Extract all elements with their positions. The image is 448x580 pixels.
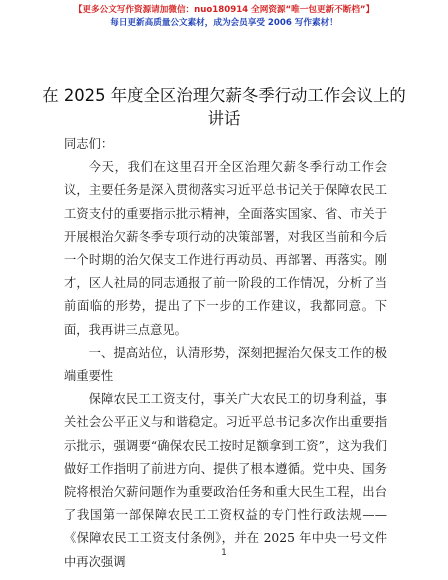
banner-line-membership: 每日更新高质量公文素材，成为会员享受 2006 写作素材！ (110, 18, 338, 28)
page-number: 1 (221, 548, 227, 558)
paragraph-intro: 今天，我们在这里召开全区治理欠薪冬季行动工作会议，主要任务是深入贯彻落实习近平总书记关于保障农民工工资支付的重要指示批示精神，全面落实国家、省、市关于开展根治欠薪冬季专项行动的决策部署，对我区当前和今后一个时期的治欠保支工作进行再动员、再部署、再落实。刚才，区人社局的同志通报了前一阶段的工作情况，分析了当前面临的形势，提出了下一步的工作建议，我都同意。下面，我再讲三点意见。 (64, 160, 387, 337)
banner-line-promo: 【更多公文写作资源请加微信：nuo180914 全网资源“唯一包更新不断档”】 (73, 5, 375, 15)
paragraph-section-1: 保障农民工工资支付，事关广大农民工的切身利益，事关社会公平正义与和谐稳定。习近平总书记多次作出重要指示批示，强调要“确保农民工按时足额拿到工资”，这为我们做好工作指明了前进方向、提供了根本遵循。党中央、国务院将根治欠薪问题作为重要政治任务和重大民生工程，出台了我国第一部保障农民工工资权益的专门性行政法规——《保障农民工工资支付条例》，并在 2025 年中央一号文件中再次强调 (64, 392, 387, 569)
section-heading-1: 一、提高站位，认清形势，深刻把握治欠保支工作的极端重要性 (64, 345, 387, 384)
document-body (64, 133, 387, 574)
document-title: 在 2025 年度全区治理欠薪冬季行动工作会议上的讲话 (42, 86, 406, 128)
greeting: 同志们： (64, 137, 114, 151)
header-banner (0, 4, 448, 30)
